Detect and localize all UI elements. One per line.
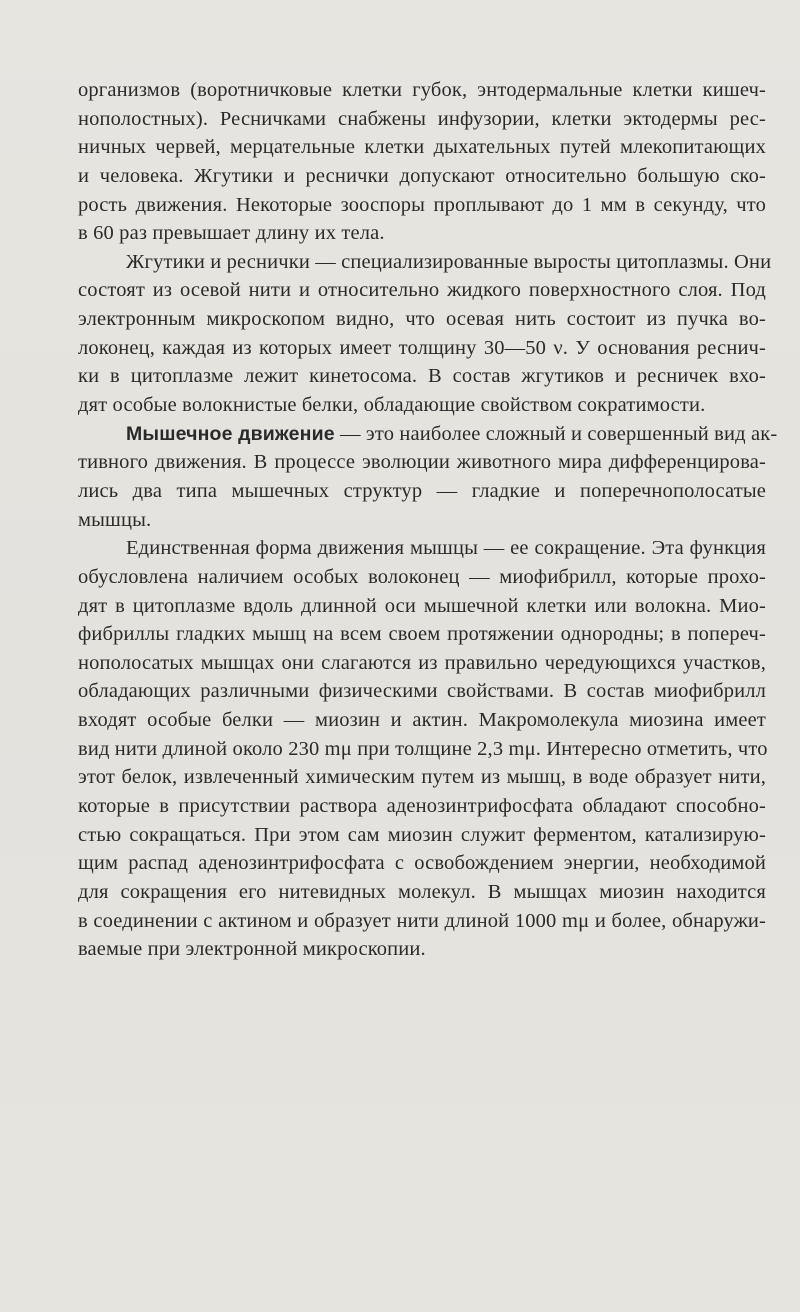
text-line: фибриллы гладких мышц на всем своем протяжении однородны; в попереч-: [78, 623, 766, 646]
text-line: вид нити длиной около 230 mμ при толщине 2,3 mμ. Интересно отметить, что: [78, 737, 768, 760]
text-line: дят особые волокнистые белки, обладающие свойством сократимости.: [78, 394, 706, 417]
text-line: организмов (воротничковые клетки губок, энтодермальные клетки кишеч-: [78, 79, 766, 101]
text-line: обладающих различными физическими свойствами. В состав миофибрилл: [78, 680, 766, 703]
text-line: тивного движения. В процессе эволюции животного мира дифференцирова-: [78, 451, 766, 474]
text-line: ки в цитоплазме лежит кинетосома. В состав жгутиков и ресничек вхо-: [78, 365, 766, 388]
text-line: в соединении с актином и образует нити длиной 1000 mμ и более, обнаружи-: [78, 909, 766, 932]
text-line: электронным микроскопом видно, что осевая нить состоит из пучка во-: [78, 308, 766, 331]
text-line: нополосатых мышцах они слагаются из правильно чередующихся участков,: [78, 651, 766, 674]
text-line: и человека. Жгутики и реснички допускают относительно большую ско-: [78, 164, 766, 187]
text-line: в 60 раз превышает длину их тела.: [78, 222, 385, 245]
paragraph-start-line: [78, 420, 778, 449]
page-text: [78, 76, 778, 964]
text-line: стью сокращаться. При этом сам миозин служит ферментом, катализирую-: [78, 823, 766, 846]
paragraph-start-line: Жгутики и реснички — специализированные выросты цитоплазмы. Они: [126, 250, 772, 273]
text-line: лись два типа мышечных структур — гладкие и поперечнополосатые: [78, 479, 766, 502]
text-line: локонец, каждая из которых имеет толщину 30—50 ν. У основания реснич-: [78, 336, 766, 359]
section-term-bold: Мышечное движение: [126, 422, 335, 445]
text-line: ничных червей, мерцательные клетки дыхательных путей млекопитающих: [78, 136, 766, 159]
text-line: ваемые при электронной микроскопии.: [78, 938, 426, 961]
text-line-rest: — это наиболее сложный и совершенный вид ак-: [334, 422, 778, 445]
text-line: щим распад аденозинтрифосфата с освобождением энергии, необходимой: [78, 852, 766, 875]
text-line: мышцы.: [78, 508, 152, 531]
text-line: этот белок, извлеченный химическим путем из мышц, в воде образует нити,: [78, 766, 766, 789]
text-line: рость движения. Некоторые зооспоры проплывают до 1 мм в секунду, что: [78, 193, 766, 216]
text-line: нополостных). Ресничками снабжены инфузории, клетки эктодермы рес-: [78, 107, 766, 130]
text-line: которые в присутствии раствора аденозинтрифосфата обладают способно-: [78, 795, 766, 818]
text-line: состоят из осевой нити и относительно жидкого поверхностного слоя. Под: [78, 279, 766, 302]
text-line: входят особые белки — миозин и актин. Макромолекула миозина имеет: [78, 709, 766, 732]
text-line: дят в цитоплазме вдоль длинной оси мышечной клетки или волокна. Мио-: [78, 594, 766, 617]
text-line: обусловлена наличием особых волоконец — миофибрилл, которые прохо-: [78, 565, 766, 588]
paragraph-start-line: Единственная форма движения мышцы — ее сокращение. Эта функция: [126, 537, 766, 560]
text-line: для сокращения его нитевидных молекул. В мышцах миозин находится: [78, 880, 766, 903]
